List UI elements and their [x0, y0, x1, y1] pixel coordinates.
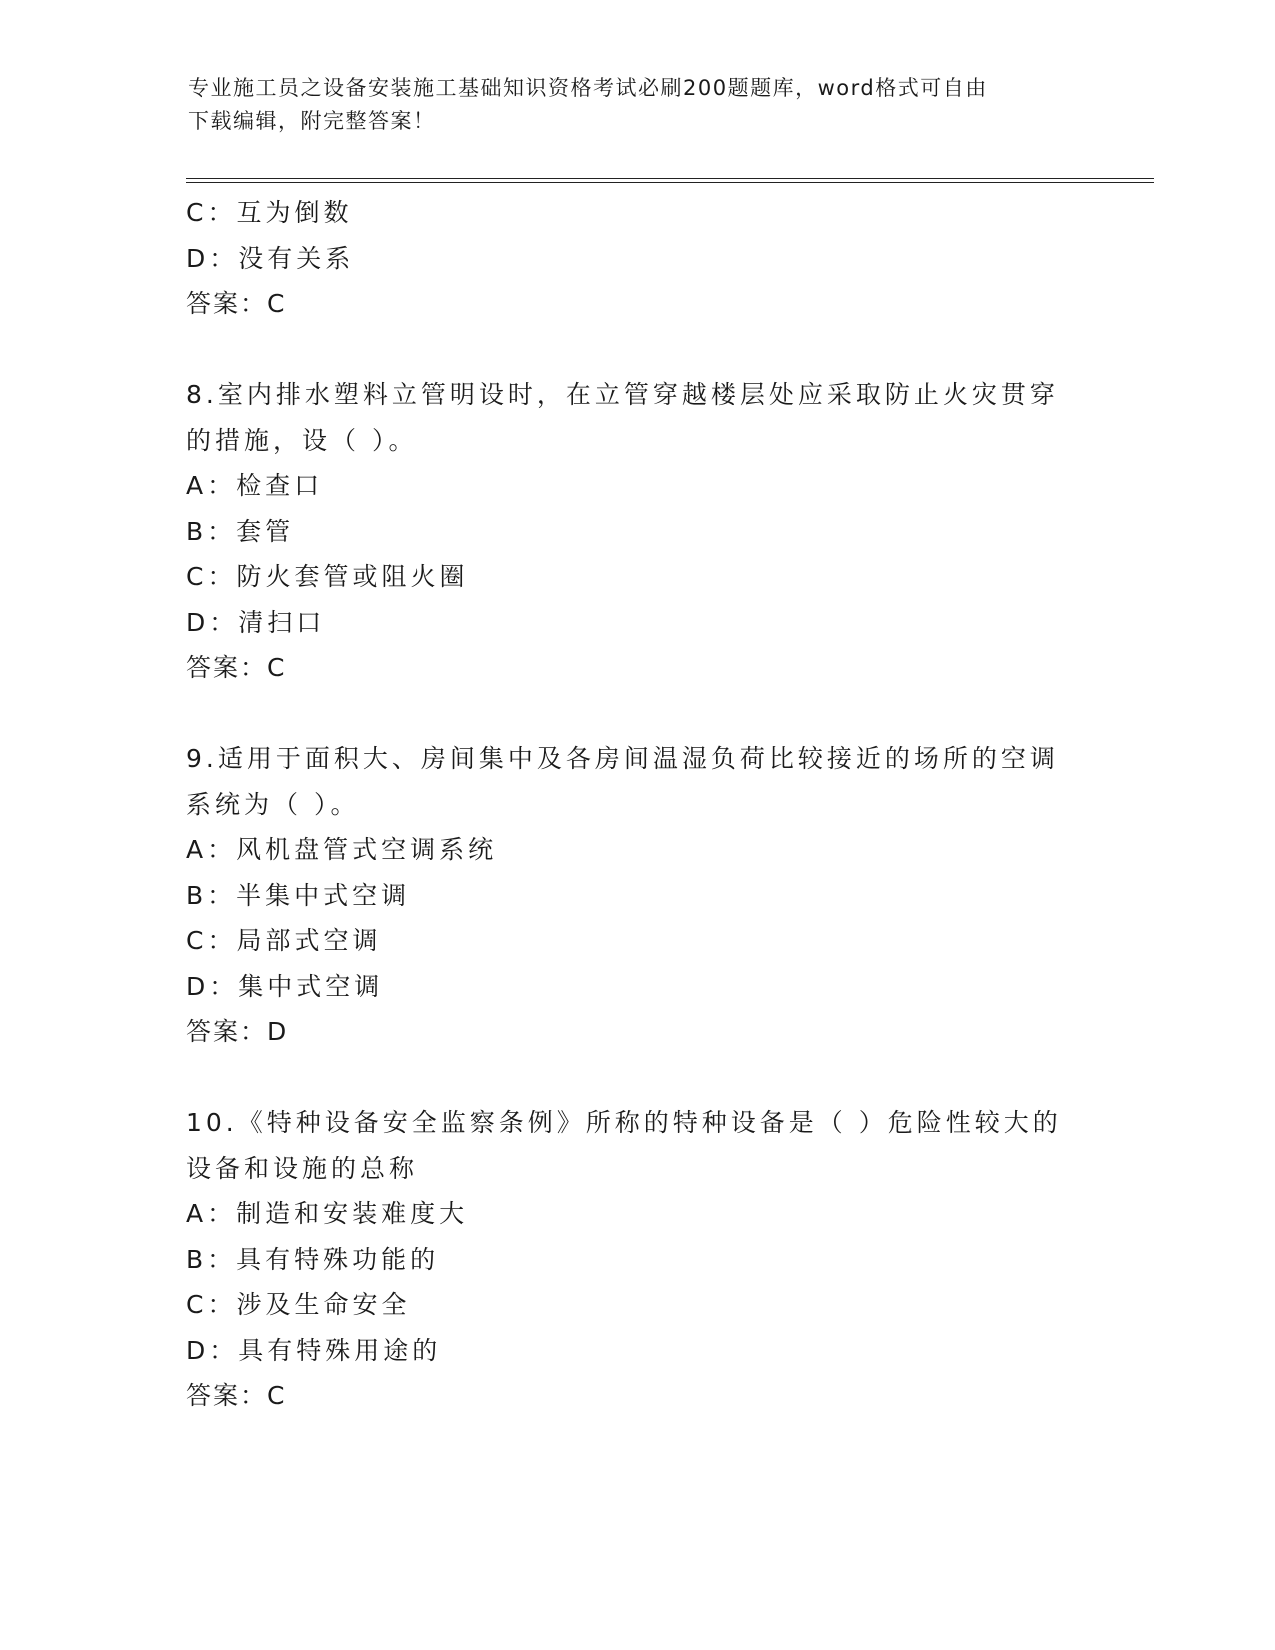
option-a: A：风机盘管式空调系统 [186, 835, 498, 864]
option-c: C：局部式空调 [186, 926, 382, 955]
option-b: B：半集中式空调 [186, 880, 411, 910]
spacer [186, 691, 1086, 737]
answer: 答案：C [186, 1381, 287, 1410]
header-title-line-1: 专业施工员之设备安装施工基础知识资格考试必刷200题题库，word格式可自由 [188, 76, 988, 100]
question-9 [186, 736, 1086, 1055]
answer: 答案：C [186, 289, 287, 318]
question-text-line-2: 系统为（ ）。 [186, 789, 360, 819]
answer: 答案：D [186, 1017, 289, 1046]
question-text-line-1: 10.《特种设备安全监察条例》所称的特种设备是（ ）危险性较大的 [186, 1108, 1062, 1137]
option-b: B：具有特殊功能的 [186, 1244, 440, 1274]
header-divider-top [186, 178, 1154, 179]
question-7 [186, 190, 1086, 327]
option-a: A：制造和安装难度大 [186, 1199, 469, 1228]
spacer [186, 1055, 1086, 1101]
question-10 [186, 1100, 1086, 1419]
option-d: D：集中式空调 [186, 971, 384, 1001]
question-text-line-2: 的措施，设（ ）。 [186, 425, 418, 455]
question-text-line-1: 9.适用于面积大、房间集中及各房间温湿负荷比较接近的场所的空调 [186, 744, 1059, 773]
option-b: B：套管 [186, 516, 295, 546]
answer: 答案：C [186, 653, 287, 682]
question-8 [186, 372, 1086, 691]
question-text-line-1: 8.室内排水塑料立管明设时，在立管穿越楼层处应采取防止火灾贯穿 [186, 380, 1059, 409]
option-d: D：没有关系 [186, 243, 355, 273]
header-divider-bottom [186, 182, 1154, 183]
option-d: D：清扫口 [186, 607, 326, 637]
question-text-line-2: 设备和设施的总称 [186, 1153, 419, 1183]
question-list [186, 190, 1086, 1419]
option-c: C：防火套管或阻火圈 [186, 562, 469, 591]
spacer [186, 327, 1086, 373]
option-c: C：互为倒数 [186, 198, 353, 227]
option-c: C：涉及生命安全 [186, 1290, 411, 1319]
option-d: D：具有特殊用途的 [186, 1335, 442, 1365]
option-a: A：检查口 [186, 471, 324, 500]
header-title-line-2: 下载编辑，附完整答案！ [188, 109, 436, 133]
page-header [188, 72, 1068, 138]
